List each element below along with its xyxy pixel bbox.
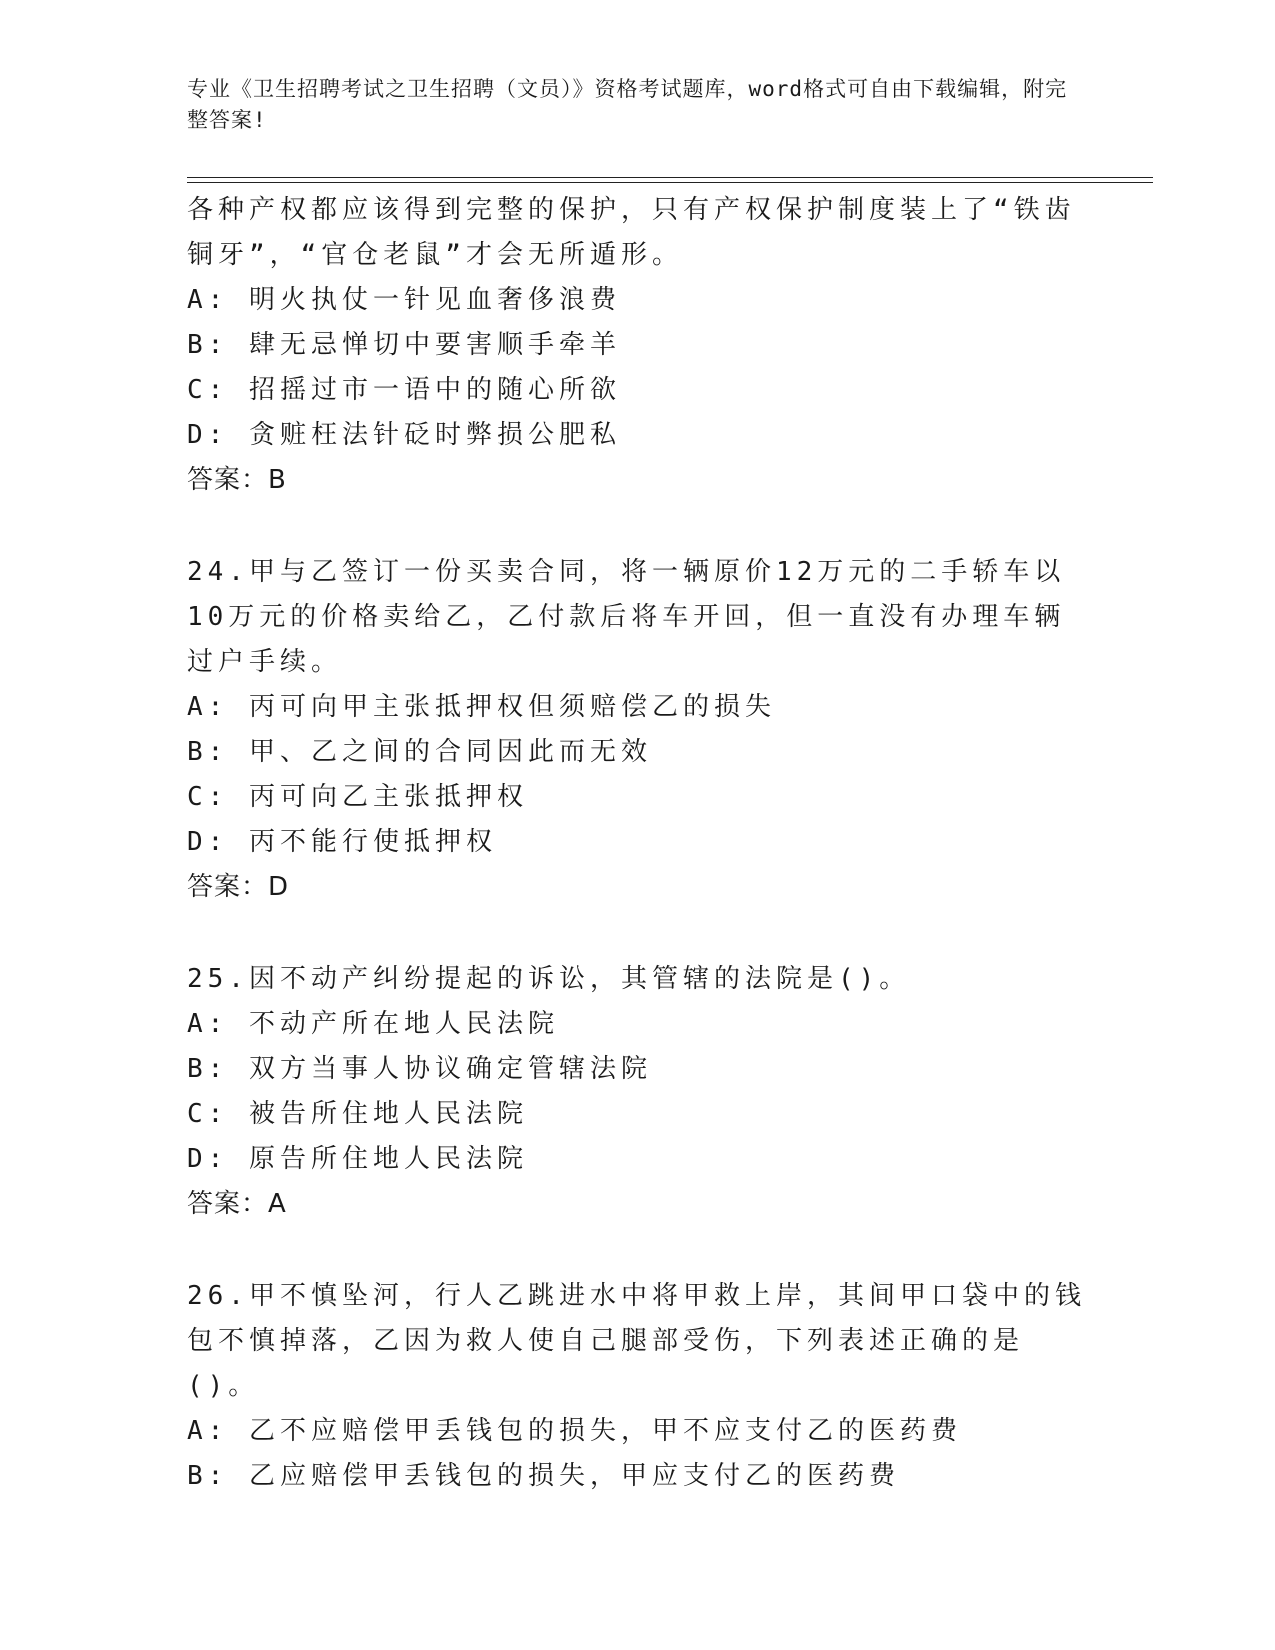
option-c: C: 丙可向乙主张抵押权 [187,782,528,812]
answer-label: 答案： [187,872,269,902]
option-a: A: 明火执仗一针见血奢侈浪费 [187,285,621,315]
option-a: A: 丙可向甲主张抵押权但须赔偿乙的损失 [187,692,776,722]
question-list [187,188,1087,1546]
document-header: 专业《卫生招聘考试之卫生招聘（文员）》资格考试题库，word格式可自由下载编辑，附完整答案! [187,77,1068,132]
answer-value: A [268,1189,287,1219]
answer-line [187,458,1087,503]
question-block [187,957,1087,1227]
answer-label: 答案： [187,465,269,495]
option-a: A: 乙不应赔偿甲丢钱包的损失，甲不应支付乙的医药费 [187,1416,962,1446]
answer-line [187,865,1087,910]
question-text: 26.甲不慎坠河，行人乙跳进水中将甲救上岸，其间甲口袋中的钱包不慎掉落，乙因为救人使自己腿部受伤，下列表述正确的是()。 [187,1281,1086,1401]
question-text: 各种产权都应该得到完整的保护，只有产权保护制度装上了“铁齿铜牙”，“官仓老鼠”才会无所遁形。 [187,195,1076,270]
option-d: D: 丙不能行使抵押权 [187,827,497,857]
option-b: B: 乙应赔偿甲丢钱包的损失，甲应支付乙的医药费 [187,1461,900,1491]
answer-value: B [268,465,287,495]
option-b: B: 双方当事人协议确定管辖法院 [187,1054,652,1084]
option-c: C: 被告所住地人民法院 [187,1099,528,1129]
option-a: A: 不动产所在地人民法院 [187,1009,559,1039]
question-text: 24.甲与乙签订一份买卖合同，将一辆原价12万元的二手轿车以10万元的价格卖给乙，乙付款后将车开回，但一直没有办理车辆过户手续。 [187,557,1066,677]
option-b: B: 甲、乙之间的合同因此而无效 [187,737,652,767]
question-block [187,550,1087,910]
question-text: 25.因不动产纠纷提起的诉讼，其管辖的法院是()。 [187,964,911,994]
header-divider-bottom [187,182,1153,183]
option-d: D: 贪赃枉法针砭时弊损公肥私 [187,420,621,450]
answer-value: D [268,872,290,902]
option-c: C: 招摇过市一语中的随心所欲 [187,375,621,405]
answer-label: 答案： [187,1189,269,1219]
answer-line [187,1182,1087,1227]
question-block [187,1274,1087,1499]
option-d: D: 原告所住地人民法院 [187,1144,528,1174]
header-divider-top [187,177,1153,178]
option-b: B: 肆无忌惮切中要害顺手牵羊 [187,330,621,360]
question-block [187,188,1087,503]
